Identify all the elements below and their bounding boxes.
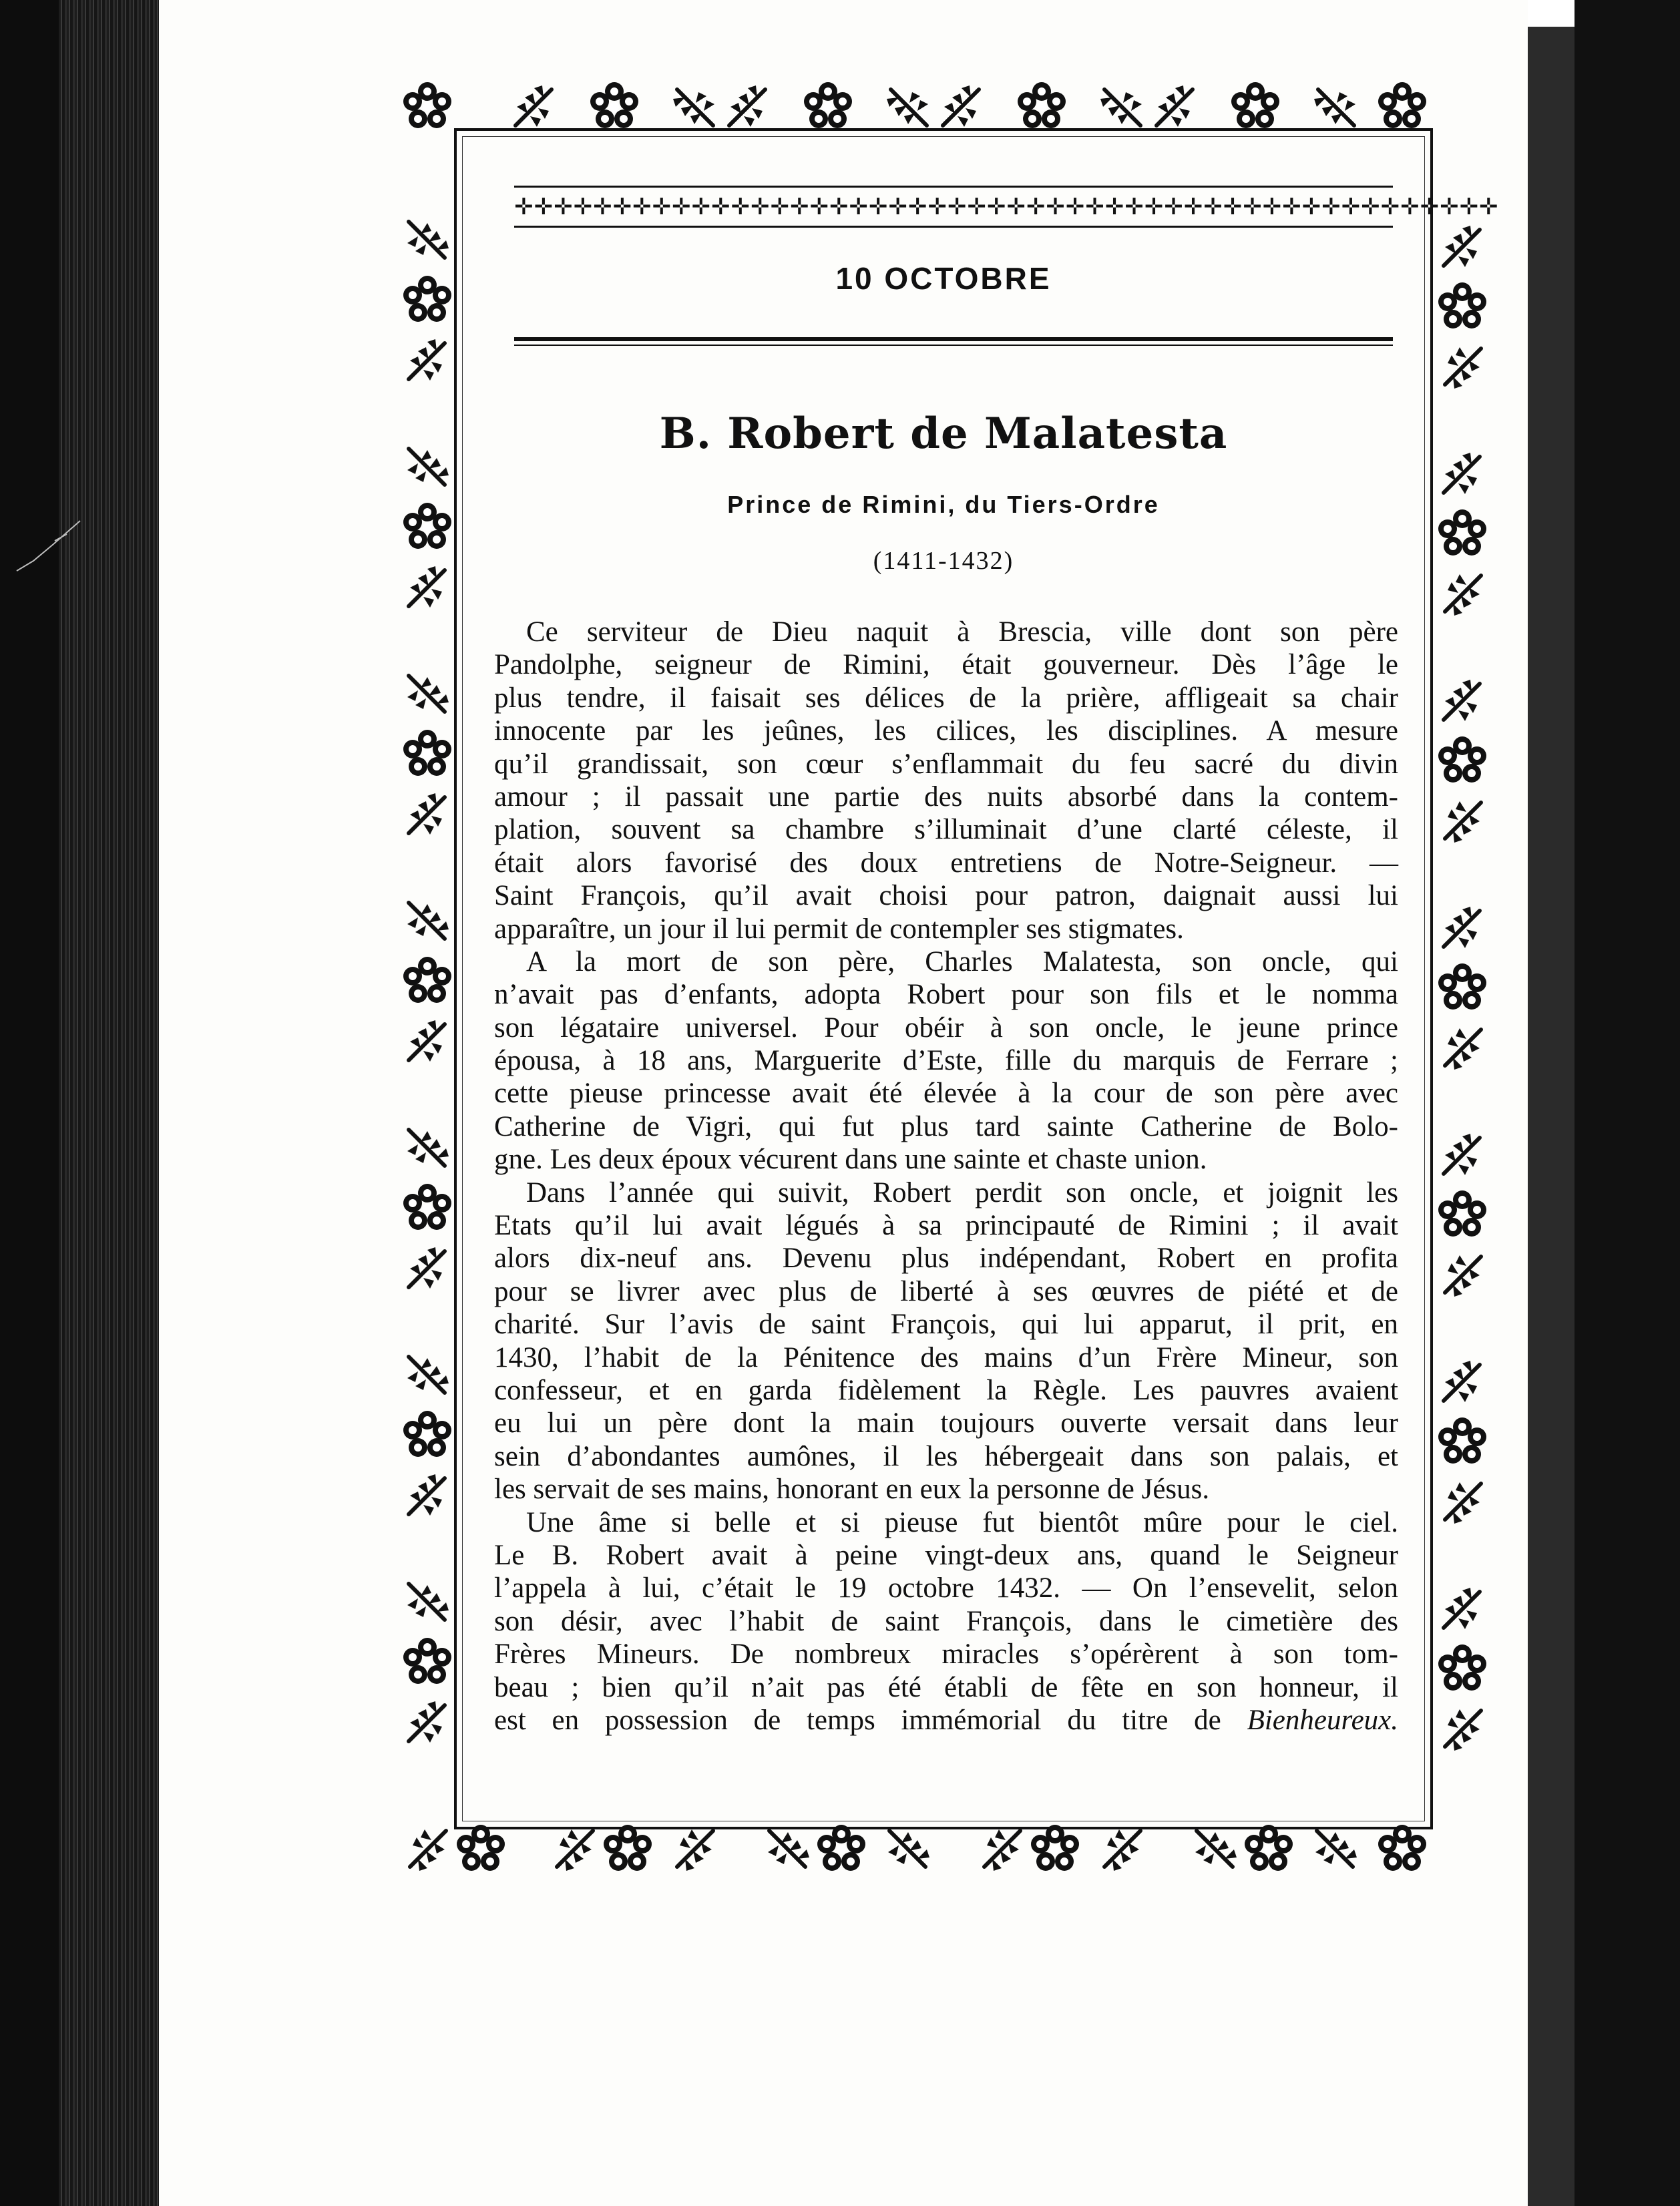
flower-ornament — [1229, 80, 1282, 134]
text-line: innocente par les jeûnes, les cilices, les disciplines. A mesure — [494, 715, 1398, 747]
text-line-final — [494, 1704, 1398, 1737]
flower-ornament — [815, 1823, 868, 1876]
text-line: alors dix-neuf ans. Devenu plus indépendant, Robert en profita — [494, 1243, 1398, 1275]
sprig-ornament — [548, 1823, 601, 1876]
sprig-ornament — [507, 80, 561, 134]
rule-top — [514, 186, 1393, 188]
page-subtitle: Prince de Rimini, du Tiers-Ordre — [727, 491, 1160, 518]
date-rule-thick — [514, 337, 1393, 341]
scan-background-right — [1574, 0, 1680, 2206]
sprig-ornament — [668, 1823, 721, 1876]
flower-ornament — [401, 1182, 454, 1235]
sprig-ornament — [401, 1349, 454, 1402]
sprig-ornament — [761, 1823, 815, 1876]
text-line: Une âme si belle et si pieuse fut bientôt mûre pour le ciel. — [526, 1506, 1398, 1538]
flower-ornament — [401, 80, 454, 134]
sprig-ornament — [1095, 80, 1148, 134]
cross-ornament-band — [514, 184, 1499, 230]
sprig-ornament — [1436, 220, 1489, 274]
text-line: Saint François, qu’il avait choisi pour patron, daignait aussi lui — [494, 880, 1398, 912]
sprig-ornament — [401, 561, 454, 614]
sprig-ornament — [401, 1015, 454, 1068]
text-line: Etats qu’il lui avait légués à sa principauté de Rimini ; il avait — [494, 1210, 1398, 1242]
sprig-ornament — [401, 895, 454, 948]
sprig-ornament — [401, 441, 454, 494]
sprig-ornament — [401, 214, 454, 267]
sprig-ornament — [1436, 1703, 1489, 1756]
sprig-ornament — [1436, 1355, 1489, 1409]
sprig-ornament — [1189, 1823, 1242, 1876]
text-line: Catherine de Vigri, qui fut plus tard sainte Catherine de Bolo- — [494, 1110, 1398, 1142]
sprig-ornament — [881, 1823, 935, 1876]
text-line: sein d’abondantes aumônes, il les hébergeait dans son palais, et — [494, 1440, 1398, 1472]
sprig-ornament — [1436, 568, 1489, 621]
text-line: plus tendre, il faisait ses délices de la prière, affligeait sa chair — [494, 682, 1398, 714]
sprig-ornament — [1309, 80, 1362, 134]
text-line: Le B. Robert avait à peine vingt-deux ans, quand le Seigneur — [494, 1539, 1398, 1571]
rule-bottom — [514, 226, 1393, 228]
text-line: les servait de ses mains, honorant en eux la personne de Jésus. — [494, 1474, 1210, 1506]
page-edge-right — [1528, 27, 1574, 2206]
text-line: Dans l’année qui suivit, Robert perdit son oncle, et joignit les — [526, 1176, 1398, 1208]
text-line: qu’il grandissait, son cœur s’enflammait du feu sacré du divin — [494, 748, 1398, 780]
sprig-ornament — [1436, 674, 1489, 728]
sprig-ornament — [1436, 795, 1489, 848]
flower-ornament — [401, 501, 454, 554]
text-line: plation, souvent sa chambre s’illuminait d’une clarté céleste, il — [494, 814, 1398, 846]
page-date: 10 OCTOBRE — [835, 261, 1052, 296]
text-line: charité. Sur l’avis de saint François, qui lui apparut, il prit, en — [494, 1309, 1398, 1341]
sprig-ornament — [1436, 1128, 1489, 1182]
flower-ornament — [401, 955, 454, 1008]
flower-ornament — [1028, 1823, 1082, 1876]
sprig-ornament — [401, 1576, 454, 1629]
book-spine — [59, 0, 159, 2206]
text-line: cette pieuse princesse avait été élevée à la cour de son père avec — [494, 1078, 1398, 1110]
sprig-ornament — [1095, 1823, 1148, 1876]
text-line: son désir, avec l’habit de saint François, dans le cimetière des — [494, 1605, 1398, 1637]
sprig-ornament — [1436, 1249, 1489, 1302]
sprig-ornament — [401, 1696, 454, 1749]
sprig-ornament — [401, 1823, 454, 1876]
sprig-ornament — [668, 80, 721, 134]
flower-ornament — [1436, 507, 1489, 561]
text-line: gne. Les deux époux vécurent dans une sainte et chaste union. — [494, 1144, 1207, 1176]
text-line: était alors favorisé des doux entretiens de Notre-Seigneur. — — [494, 847, 1398, 879]
sprig-ornament — [401, 334, 454, 387]
flower-ornament — [1376, 1823, 1429, 1876]
text-line: Pandolphe, seigneur de Rimini, était gouverneur. Dès l’âge le — [494, 649, 1398, 681]
flower-ornament — [588, 80, 641, 134]
text-line: beau ; bien qu’il n’ait pas été établi de fête en son honneur, il — [494, 1671, 1398, 1703]
flower-ornament — [454, 1823, 507, 1876]
text-line: son légataire universel. Pour obéir à son oncle, le jeune prince — [494, 1012, 1398, 1044]
text-line: l’appela à lui, c’était le 19 octobre 1432. — On l’ensevelit, selon — [494, 1572, 1398, 1604]
sprig-ornament — [1436, 341, 1489, 394]
flower-ornament — [1436, 280, 1489, 334]
sprig-ornament — [401, 1469, 454, 1522]
text-line: n’avait pas d’enfants, adopta Robert pour son fils et le nomma — [494, 979, 1398, 1011]
date-rule-thin — [514, 345, 1393, 346]
text-line: amour ; il passait une partie des nuits absorbé dans la contem- — [494, 781, 1398, 813]
text-line: Frères Mineurs. De nombreux miracles s’opérèrent à son tom- — [494, 1638, 1398, 1671]
sprig-ornament — [401, 788, 454, 841]
text-line: 1430, l’habit de la Pénitence des mains d’un Frère Mineur, son — [494, 1341, 1398, 1373]
flower-ornament — [401, 1636, 454, 1689]
flower-ornament — [1436, 734, 1489, 788]
flower-ornament — [1436, 1415, 1489, 1469]
flower-ornament — [1376, 80, 1429, 134]
biography-text — [494, 616, 1398, 1737]
sprig-ornament — [1309, 1823, 1362, 1876]
italic-word: Bienheureux. — [1247, 1704, 1399, 1736]
text-line: est en possession de temps immémorial du titre de — [494, 1704, 1221, 1736]
flower-ornament — [601, 1823, 654, 1876]
text-line: Ce serviteur de Dieu naquit à Brescia, ville dont son père — [526, 616, 1398, 648]
text-line: pour se livrer avec plus de liberté à ses œuvres de piété et de — [494, 1275, 1398, 1307]
flower-ornament — [1436, 961, 1489, 1015]
sprig-ornament — [721, 80, 775, 134]
flower-ornament — [401, 728, 454, 781]
scan-background-left — [0, 0, 59, 2206]
flower-ornament — [1015, 80, 1068, 134]
text-line: épousa, à 18 ans, Marguerite d’Este, fille du marquis de Ferrare ; — [494, 1045, 1398, 1077]
flower-ornament — [801, 80, 855, 134]
sprig-ornament — [935, 80, 988, 134]
sprig-ornament — [1436, 1022, 1489, 1075]
text-line: eu lui un père dont la main toujours ouverte versait dans leur — [494, 1407, 1398, 1440]
text-line: apparaître, un jour il lui permit de contempler ses stigmates. — [494, 913, 1184, 945]
life-years: (1411-1432) — [873, 547, 1014, 575]
flower-ornament — [1436, 1642, 1489, 1696]
scratch-mark — [13, 514, 87, 574]
sprig-ornament — [1436, 1582, 1489, 1636]
sprig-ornament — [1436, 901, 1489, 955]
sprig-ornament — [1148, 80, 1202, 134]
sprig-ornament — [975, 1823, 1028, 1876]
cross-row: ✛✛✛✛✛✛✛✛✛✛✛✛✛✛✛✛✛✛✛✛✛✛✛✛✛✛✛✛✛✛✛✛✛✛✛✛✛✛✛✛✛✛✛✛✛✛✛✛✛✛ — [514, 194, 1499, 220]
sprig-ornament — [1436, 447, 1489, 501]
flower-ornament — [401, 1409, 454, 1462]
text-line: A la mort de son père, Charles Malatesta, son oncle, qui — [526, 945, 1398, 977]
flower-ornament — [401, 274, 454, 327]
flower-ornament — [1436, 1188, 1489, 1242]
flower-ornament — [1242, 1823, 1295, 1876]
sprig-ornament — [401, 1242, 454, 1295]
sprig-ornament — [1436, 1476, 1489, 1529]
sprig-ornament — [401, 668, 454, 721]
sprig-ornament — [401, 1122, 454, 1175]
sprig-ornament — [881, 80, 935, 134]
page-title: B. Robert de Malatesta — [659, 409, 1228, 459]
text-line: confesseur, et en garda fidèlement la Règle. Les pauvres avaient — [494, 1374, 1398, 1406]
